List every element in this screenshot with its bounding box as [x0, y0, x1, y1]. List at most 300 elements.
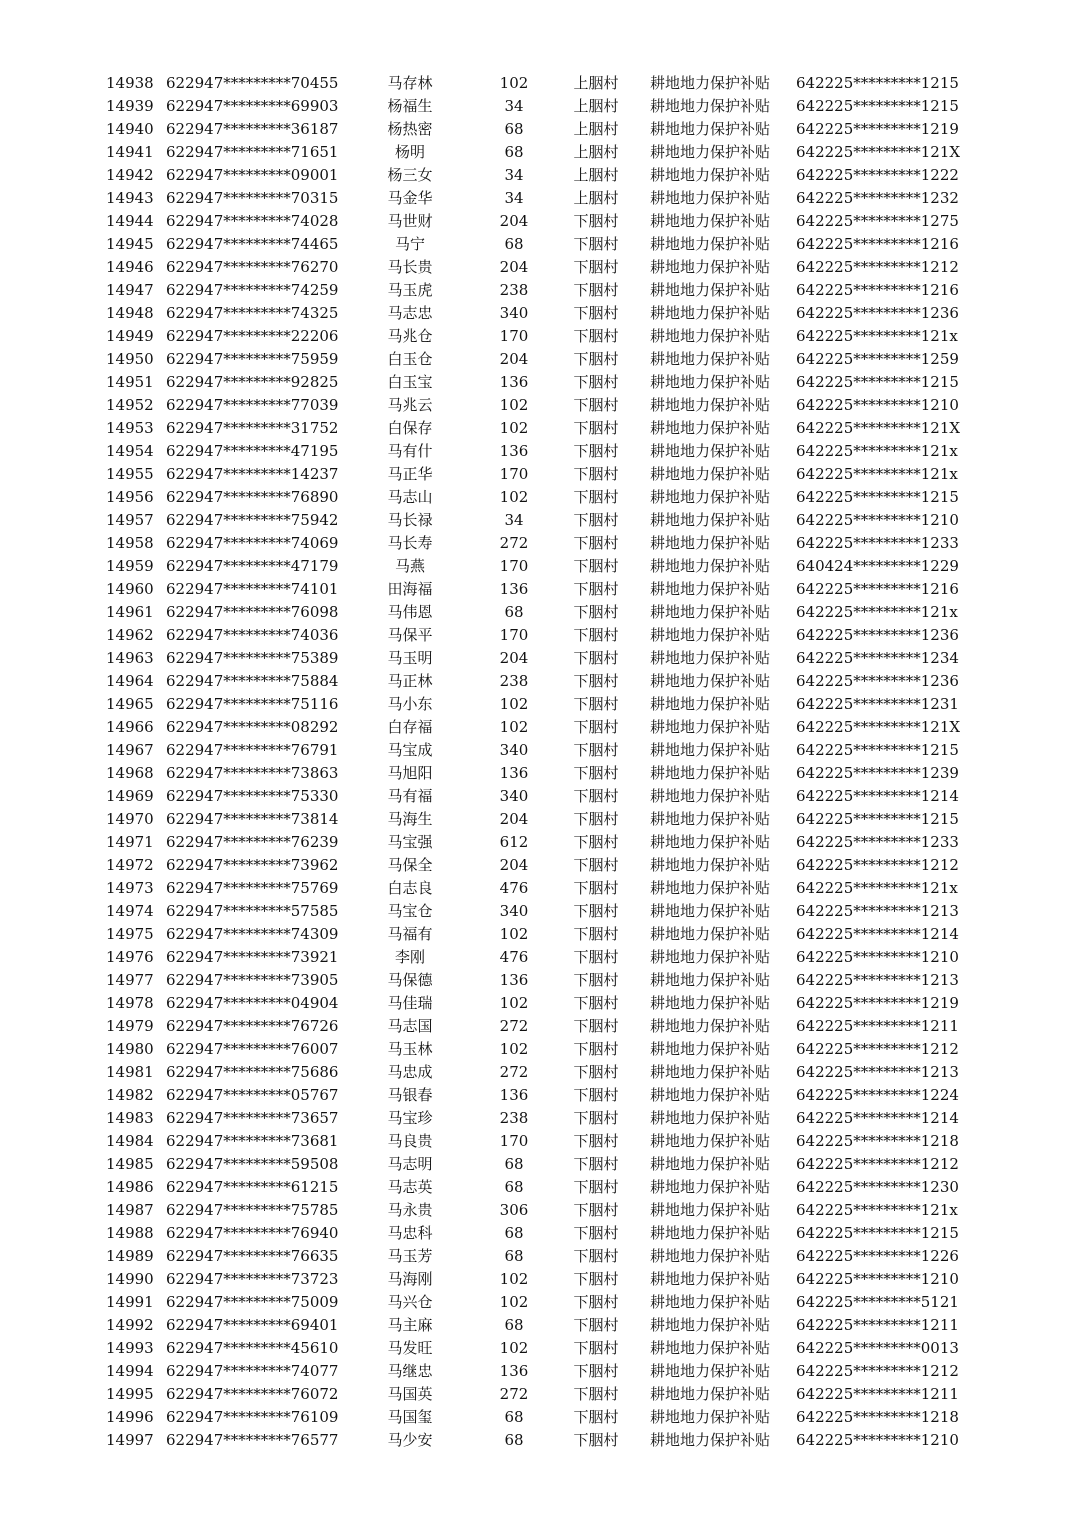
row-number: 14987	[106, 1201, 154, 1219]
table-row	[0, 1038, 1074, 1061]
table-row	[0, 785, 1074, 808]
subsidy-type: 耕地地力保护补贴	[649, 810, 770, 828]
subsidy-amount: 68	[504, 1408, 524, 1426]
subsidy-amount: 136	[499, 1362, 529, 1380]
subsidy-type: 耕地地力保护补贴	[649, 833, 770, 851]
subsidy-type: 耕地地力保护补贴	[649, 304, 770, 322]
person-name: 马金华	[387, 189, 433, 207]
person-name: 马兆仓	[387, 327, 433, 345]
row-number: 14961	[106, 603, 154, 621]
account-number: 622947*********70315	[166, 189, 339, 207]
subsidy-amount: 170	[499, 465, 529, 483]
subsidy-type: 耕地地力保护补贴	[649, 580, 770, 598]
row-number: 14967	[106, 741, 154, 759]
account-number: 622947*********76072	[166, 1385, 339, 1403]
account-number: 622947*********08292	[166, 718, 339, 736]
person-name: 马长禄	[387, 511, 433, 529]
subsidy-type: 耕地地力保护补贴	[649, 1224, 770, 1242]
id-number: 642225*********1215	[796, 373, 959, 391]
subsidy-type: 耕地地力保护补贴	[649, 1040, 770, 1058]
id-number: 642225*********1218	[796, 1132, 959, 1150]
subsidy-amount: 68	[504, 120, 524, 138]
subsidy-type: 耕地地力保护补贴	[649, 1063, 770, 1081]
account-number: 622947*********75686	[166, 1063, 339, 1081]
village-name: 下胭村	[573, 1408, 619, 1426]
table-row	[0, 440, 1074, 463]
subsidy-amount: 272	[499, 1017, 529, 1035]
account-number: 622947*********61215	[166, 1178, 339, 1196]
village-name: 下胭村	[573, 718, 619, 736]
subsidy-type: 耕地地力保护补贴	[649, 1316, 770, 1334]
id-number: 642225*********1212	[796, 1362, 959, 1380]
account-number: 622947*********47179	[166, 557, 339, 575]
account-number: 622947*********76109	[166, 1408, 339, 1426]
table-row	[0, 95, 1074, 118]
subsidy-type: 耕地地力保护补贴	[649, 235, 770, 253]
row-number: 14962	[106, 626, 154, 644]
village-name: 下胭村	[573, 1385, 619, 1403]
row-number: 14992	[106, 1316, 154, 1334]
account-number: 622947*********71651	[166, 143, 339, 161]
account-number: 622947*********76577	[166, 1431, 339, 1449]
account-number: 622947*********76098	[166, 603, 339, 621]
account-number: 622947*********69903	[166, 97, 339, 115]
row-number: 14957	[106, 511, 154, 529]
row-number: 14959	[106, 557, 154, 575]
subsidy-amount: 476	[499, 879, 529, 897]
person-name: 马国玺	[387, 1408, 433, 1426]
person-name: 马伟恩	[387, 603, 433, 621]
table-row	[0, 279, 1074, 302]
id-number: 642225*********5121	[796, 1293, 959, 1311]
row-number: 14982	[106, 1086, 154, 1104]
table-row	[0, 371, 1074, 394]
subsidy-type: 耕地地力保护补贴	[649, 1017, 770, 1035]
id-number: 642225*********1216	[796, 281, 959, 299]
person-name: 马佳瑞	[387, 994, 433, 1012]
person-name: 马正林	[387, 672, 433, 690]
account-number: 622947*********76007	[166, 1040, 339, 1058]
person-name: 杨明	[394, 143, 425, 161]
subsidy-amount: 170	[499, 327, 529, 345]
row-number: 14984	[106, 1132, 154, 1150]
subsidy-type: 耕地地力保护补贴	[649, 396, 770, 414]
subsidy-type: 耕地地力保护补贴	[649, 741, 770, 759]
subsidy-amount: 136	[499, 1086, 529, 1104]
subsidy-amount: 34	[504, 511, 524, 529]
table-row	[0, 72, 1074, 95]
row-number: 14989	[106, 1247, 154, 1265]
row-number: 14990	[106, 1270, 154, 1288]
village-name: 下胭村	[573, 649, 619, 667]
table-row	[0, 348, 1074, 371]
account-number: 622947*********73863	[166, 764, 339, 782]
person-name: 马宝珍	[387, 1109, 433, 1127]
id-number: 642225*********1211	[796, 1316, 959, 1334]
table-row	[0, 601, 1074, 624]
village-name: 下胭村	[573, 856, 619, 874]
subsidy-type: 耕地地力保护补贴	[649, 1385, 770, 1403]
id-number: 642225*********1233	[796, 534, 959, 552]
village-name: 下胭村	[573, 511, 619, 529]
village-name: 下胭村	[573, 1086, 619, 1104]
person-name: 白志良	[387, 879, 433, 897]
subsidy-amount: 68	[504, 603, 524, 621]
account-number: 622947*********75884	[166, 672, 339, 690]
table-row	[0, 693, 1074, 716]
person-name: 白玉宝	[387, 373, 433, 391]
account-number: 622947*********75330	[166, 787, 339, 805]
village-name: 下胭村	[573, 1270, 619, 1288]
person-name: 马少安	[387, 1431, 433, 1449]
village-name: 下胭村	[573, 373, 619, 391]
person-name: 马长贵	[387, 258, 433, 276]
table-row	[0, 808, 1074, 831]
subsidy-amount: 102	[499, 396, 529, 414]
table-row	[0, 877, 1074, 900]
row-number: 14978	[106, 994, 154, 1012]
row-number: 14972	[106, 856, 154, 874]
subsidy-amount: 340	[499, 787, 529, 805]
table-row	[0, 992, 1074, 1015]
table-row	[0, 762, 1074, 785]
table-row	[0, 1084, 1074, 1107]
person-name: 马志英	[387, 1178, 433, 1196]
id-number: 642225*********121X	[796, 143, 961, 161]
village-name: 上胭村	[573, 189, 619, 207]
subsidy-amount: 238	[499, 1109, 529, 1127]
village-name: 下胭村	[573, 1132, 619, 1150]
subsidy-amount: 204	[499, 649, 529, 667]
row-number: 14994	[106, 1362, 154, 1380]
id-number: 642225*********1213	[796, 971, 959, 989]
subsidy-amount: 68	[504, 1316, 524, 1334]
village-name: 下胭村	[573, 764, 619, 782]
account-number: 622947*********70455	[166, 74, 339, 92]
subsidy-type: 耕地地力保护补贴	[649, 902, 770, 920]
id-number: 642225*********1231	[796, 695, 959, 713]
id-number: 642225*********1215	[796, 741, 959, 759]
village-name: 下胭村	[573, 1109, 619, 1127]
person-name: 马国英	[387, 1385, 433, 1403]
table-row	[0, 739, 1074, 762]
subsidy-amount: 238	[499, 281, 529, 299]
subsidy-amount: 136	[499, 764, 529, 782]
row-number: 14970	[106, 810, 154, 828]
row-number: 14944	[106, 212, 154, 230]
table-row	[0, 394, 1074, 417]
table-row	[0, 1360, 1074, 1383]
subsidy-amount: 102	[499, 1293, 529, 1311]
subsidy-type: 耕地地力保护补贴	[649, 511, 770, 529]
subsidy-type: 耕地地力保护补贴	[649, 488, 770, 506]
account-number: 622947*********74028	[166, 212, 339, 230]
id-number: 642225*********1213	[796, 1063, 959, 1081]
subsidy-type: 耕地地力保护补贴	[649, 1132, 770, 1150]
subsidy-type: 耕地地力保护补贴	[649, 1178, 770, 1196]
account-number: 622947*********76940	[166, 1224, 339, 1242]
subsidy-amount: 238	[499, 672, 529, 690]
id-number: 642225*********1215	[796, 97, 959, 115]
row-number: 14979	[106, 1017, 154, 1035]
table-row	[0, 1406, 1074, 1429]
row-number: 14940	[106, 120, 154, 138]
row-number: 14983	[106, 1109, 154, 1127]
subsidy-amount: 102	[499, 718, 529, 736]
row-number: 14939	[106, 97, 154, 115]
id-number: 642225*********1215	[796, 488, 959, 506]
account-number: 622947*********22206	[166, 327, 339, 345]
account-number: 622947*********92825	[166, 373, 339, 391]
person-name: 白玉仓	[387, 350, 433, 368]
subsidy-amount: 68	[504, 1431, 524, 1449]
table-row	[0, 256, 1074, 279]
id-number: 642225*********1219	[796, 994, 959, 1012]
id-number: 642225*********1224	[796, 1086, 959, 1104]
table-row	[0, 1245, 1074, 1268]
account-number: 622947*********45610	[166, 1339, 339, 1357]
person-name: 马长寿	[387, 534, 433, 552]
row-number: 14965	[106, 695, 154, 713]
id-number: 642225*********1234	[796, 649, 959, 667]
person-name: 杨三女	[387, 166, 433, 184]
person-name: 李刚	[394, 948, 425, 966]
row-number: 14971	[106, 833, 154, 851]
row-number: 14966	[106, 718, 154, 736]
village-name: 下胭村	[573, 281, 619, 299]
subsidy-type: 耕地地力保护补贴	[649, 97, 770, 115]
subsidy-type: 耕地地力保护补贴	[649, 672, 770, 690]
subsidy-type: 耕地地力保护补贴	[649, 626, 770, 644]
subsidy-type: 耕地地力保护补贴	[649, 856, 770, 874]
village-name: 下胭村	[573, 235, 619, 253]
account-number: 622947*********73681	[166, 1132, 339, 1150]
subsidy-amount: 68	[504, 1178, 524, 1196]
subsidy-type: 耕地地力保护补贴	[649, 649, 770, 667]
village-name: 上胭村	[573, 143, 619, 161]
subsidy-type: 耕地地力保护补贴	[649, 1431, 770, 1449]
subsidy-amount: 204	[499, 810, 529, 828]
account-number: 622947*********73962	[166, 856, 339, 874]
village-name: 上胭村	[573, 97, 619, 115]
village-name: 下胭村	[573, 1316, 619, 1334]
id-number: 642225*********0013	[796, 1339, 959, 1357]
person-name: 马旭阳	[387, 764, 433, 782]
id-number: 642225*********1239	[796, 764, 959, 782]
village-name: 下胭村	[573, 419, 619, 437]
id-number: 642225*********1216	[796, 235, 959, 253]
person-name: 白保存	[387, 419, 433, 437]
id-number: 642225*********121X	[796, 419, 961, 437]
account-number: 622947*********75942	[166, 511, 339, 529]
table-row	[0, 900, 1074, 923]
id-number: 642225*********121x	[796, 1201, 958, 1219]
account-number: 622947*********75116	[166, 695, 339, 713]
table-row	[0, 233, 1074, 256]
account-number: 622947*********69401	[166, 1316, 339, 1334]
id-number: 642225*********1259	[796, 350, 959, 368]
row-number: 14981	[106, 1063, 154, 1081]
table-row	[0, 1383, 1074, 1406]
table-row	[0, 1337, 1074, 1360]
subsidy-type: 耕地地力保护补贴	[649, 258, 770, 276]
row-number: 14995	[106, 1385, 154, 1403]
village-name: 下胭村	[573, 327, 619, 345]
subsidy-amount: 102	[499, 74, 529, 92]
table-row	[0, 716, 1074, 739]
village-name: 上胭村	[573, 74, 619, 92]
subsidy-amount: 102	[499, 488, 529, 506]
table-row	[0, 1107, 1074, 1130]
person-name: 马燕	[394, 557, 425, 575]
village-name: 下胭村	[573, 1155, 619, 1173]
row-number: 14975	[106, 925, 154, 943]
id-number: 642225*********1275	[796, 212, 959, 230]
table-row	[0, 210, 1074, 233]
row-number: 14973	[106, 879, 154, 897]
row-number: 14946	[106, 258, 154, 276]
village-name: 下胭村	[573, 1040, 619, 1058]
row-number: 14955	[106, 465, 154, 483]
table-row	[0, 417, 1074, 440]
id-number: 642225*********1236	[796, 304, 959, 322]
subsidy-amount: 136	[499, 971, 529, 989]
table-row	[0, 670, 1074, 693]
account-number: 622947*********75959	[166, 350, 339, 368]
account-number: 622947*********09001	[166, 166, 339, 184]
subsidy-amount: 102	[499, 1040, 529, 1058]
subsidy-type: 耕地地力保护补贴	[649, 971, 770, 989]
village-name: 下胭村	[573, 1017, 619, 1035]
account-number: 622947*********75389	[166, 649, 339, 667]
village-name: 上胭村	[573, 120, 619, 138]
row-number: 14948	[106, 304, 154, 322]
account-number: 622947*********76270	[166, 258, 339, 276]
id-number: 642225*********1236	[796, 672, 959, 690]
subsidy-table	[0, 72, 1074, 1452]
account-number: 622947*********74077	[166, 1362, 339, 1380]
row-number: 14974	[106, 902, 154, 920]
row-number: 14956	[106, 488, 154, 506]
subsidy-amount: 136	[499, 373, 529, 391]
row-number: 14993	[106, 1339, 154, 1357]
person-name: 马忠科	[387, 1224, 433, 1242]
subsidy-amount: 612	[499, 833, 529, 851]
table-row	[0, 302, 1074, 325]
id-number: 640424*********1229	[796, 557, 959, 575]
table-row	[0, 1153, 1074, 1176]
table-row	[0, 1222, 1074, 1245]
subsidy-amount: 170	[499, 626, 529, 644]
subsidy-amount: 68	[504, 1155, 524, 1173]
table-row	[0, 118, 1074, 141]
person-name: 马志山	[387, 488, 433, 506]
subsidy-type: 耕地地力保护补贴	[649, 143, 770, 161]
subsidy-amount: 340	[499, 741, 529, 759]
person-name: 马玉林	[387, 1040, 433, 1058]
person-name: 马保全	[387, 856, 433, 874]
subsidy-amount: 272	[499, 534, 529, 552]
subsidy-type: 耕地地力保护补贴	[649, 166, 770, 184]
account-number: 622947*********76635	[166, 1247, 339, 1265]
id-number: 642225*********1212	[796, 856, 959, 874]
subsidy-amount: 204	[499, 350, 529, 368]
table-row	[0, 647, 1074, 670]
account-number: 622947*********73723	[166, 1270, 339, 1288]
village-name: 下胭村	[573, 396, 619, 414]
row-number: 14947	[106, 281, 154, 299]
village-name: 下胭村	[573, 948, 619, 966]
id-number: 642225*********1222	[796, 166, 959, 184]
village-name: 下胭村	[573, 695, 619, 713]
village-name: 下胭村	[573, 787, 619, 805]
subsidy-type: 耕地地力保护补贴	[649, 948, 770, 966]
subsidy-amount: 102	[499, 1339, 529, 1357]
table-row	[0, 164, 1074, 187]
account-number: 622947*********73657	[166, 1109, 339, 1127]
person-name: 马宁	[394, 235, 425, 253]
person-name: 马福有	[387, 925, 433, 943]
person-name: 马永贵	[387, 1201, 433, 1219]
person-name: 马主麻	[387, 1316, 433, 1334]
row-number: 14963	[106, 649, 154, 667]
account-number: 622947*********57585	[166, 902, 339, 920]
row-number: 14986	[106, 1178, 154, 1196]
village-name: 下胭村	[573, 1178, 619, 1196]
village-name: 下胭村	[573, 304, 619, 322]
village-name: 下胭村	[573, 626, 619, 644]
subsidy-amount: 204	[499, 258, 529, 276]
id-number: 642225*********121x	[796, 465, 958, 483]
id-number: 642225*********1215	[796, 1224, 959, 1242]
subsidy-type: 耕地地力保护补贴	[649, 1408, 770, 1426]
row-number: 14954	[106, 442, 154, 460]
id-number: 642225*********1236	[796, 626, 959, 644]
subsidy-type: 耕地地力保护补贴	[649, 557, 770, 575]
subsidy-type: 耕地地力保护补贴	[649, 442, 770, 460]
row-number: 14952	[106, 396, 154, 414]
id-number: 642225*********121x	[796, 327, 958, 345]
account-number: 622947*********75785	[166, 1201, 339, 1219]
table-row	[0, 831, 1074, 854]
person-name: 白存福	[387, 718, 433, 736]
village-name: 下胭村	[573, 580, 619, 598]
village-name: 下胭村	[573, 879, 619, 897]
row-number: 14941	[106, 143, 154, 161]
account-number: 622947*********75769	[166, 879, 339, 897]
subsidy-type: 耕地地力保护补贴	[649, 189, 770, 207]
subsidy-type: 耕地地力保护补贴	[649, 1109, 770, 1127]
subsidy-type: 耕地地力保护补贴	[649, 281, 770, 299]
subsidy-type: 耕地地力保护补贴	[649, 373, 770, 391]
row-number: 14943	[106, 189, 154, 207]
row-number: 14977	[106, 971, 154, 989]
account-number: 622947*********74325	[166, 304, 339, 322]
village-name: 下胭村	[573, 925, 619, 943]
account-number: 622947*********74309	[166, 925, 339, 943]
id-number: 642225*********1215	[796, 74, 959, 92]
id-number: 642225*********1212	[796, 258, 959, 276]
account-number: 622947*********31752	[166, 419, 339, 437]
id-number: 642225*********1226	[796, 1247, 959, 1265]
account-number: 622947*********74036	[166, 626, 339, 644]
id-number: 642225*********1214	[796, 925, 959, 943]
subsidy-amount: 102	[499, 994, 529, 1012]
village-name: 上胭村	[573, 166, 619, 184]
account-number: 622947*********74069	[166, 534, 339, 552]
village-name: 下胭村	[573, 534, 619, 552]
subsidy-type: 耕地地力保护补贴	[649, 465, 770, 483]
